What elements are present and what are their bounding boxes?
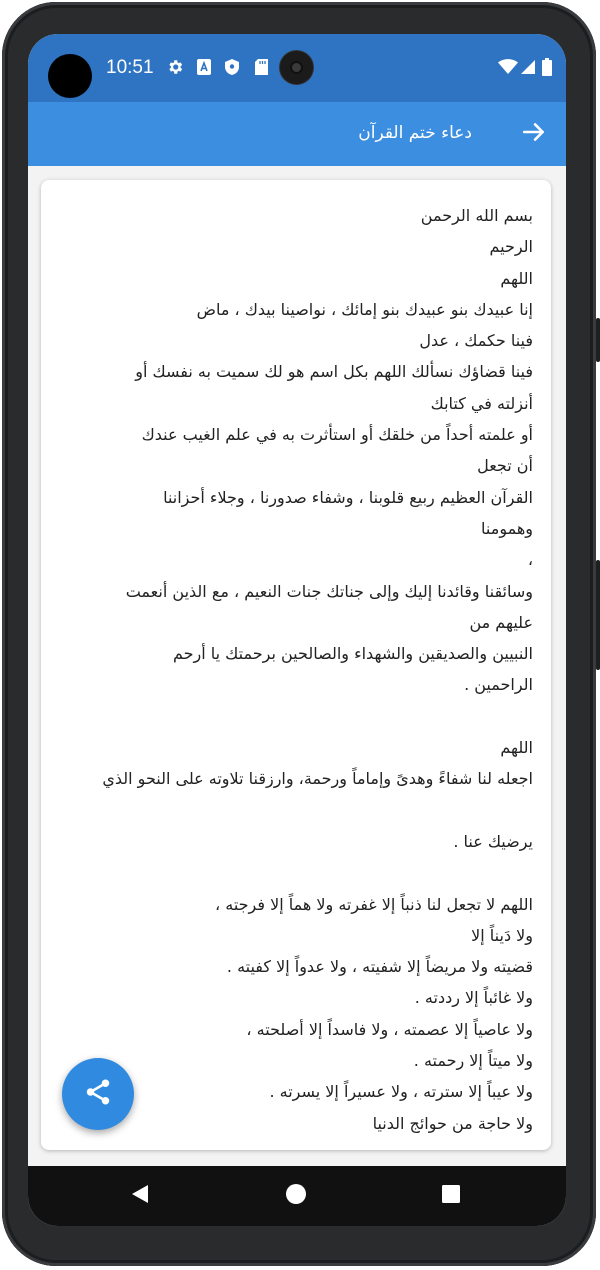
app-bar <box>28 102 566 166</box>
prayer-line: ولا غائباً إلا رددته . <box>414 988 533 1008</box>
prayer-line <box>63 795 533 826</box>
page-title: دعاء ختم القرآن <box>358 123 472 143</box>
prayer-line: فينا قضاؤك نسألك اللهم بكل اسم هو لك سميت به نفسك أو <box>135 362 533 382</box>
prayer-line: قضيته ولا مريضاً إلا شفيته ، ولا عدواً إلا كفيته . <box>226 957 533 977</box>
prayer-line: ، <box>527 550 533 570</box>
navigation-bar <box>28 1166 566 1226</box>
prayer-line: ولا دَيناً إلا <box>471 925 533 945</box>
prayer-line: اللهم لا تجعل لنا ذنباً إلا غفرته ولا هماً إلا فرجته ، <box>215 894 533 914</box>
prayer-line: ولا ميتاً إلا رحمته . <box>413 1051 533 1071</box>
settings-icon <box>166 58 184 80</box>
prayer-line: اللهم <box>500 268 533 288</box>
prayer-line: وسائقنا وقائدنا إليك وإلى جناتك جنات النعيم ، مع الذين أنعمت <box>125 581 533 601</box>
status-bar <box>28 34 566 102</box>
prayer-line: أنزلته في كتابك <box>430 393 533 413</box>
nav-back-button[interactable] <box>120 1176 160 1216</box>
punch-hole-camera <box>280 51 313 84</box>
back-triangle-icon <box>129 1183 151 1209</box>
prayer-line <box>63 701 533 732</box>
screen <box>28 34 566 1226</box>
power-button <box>596 560 600 670</box>
back-button[interactable] <box>512 112 556 156</box>
prayer-line: اللهم <box>500 738 533 758</box>
shield-icon <box>224 58 240 80</box>
wifi-icon <box>498 59 518 79</box>
home-circle-icon <box>285 1183 307 1209</box>
battery-icon <box>542 58 552 80</box>
share-button[interactable] <box>62 1058 134 1130</box>
recents-square-icon <box>441 1184 461 1208</box>
volume-button <box>596 318 600 362</box>
status-time: 10:51 <box>106 57 154 78</box>
prayer-text <box>63 200 533 1139</box>
nav-recents-button[interactable] <box>431 1176 471 1216</box>
prayer-line: عليهم من <box>469 612 533 632</box>
prayer-line: يرضيك عنا . <box>453 831 533 851</box>
prayer-line: اجعله لنا شفاءً وهدىً وإماماً ورحمة، وارزقنا تلاوته على النحو الذي <box>102 769 533 789</box>
front-camera-left <box>48 54 92 98</box>
prayer-line: القرآن العظيم ربيع قلوبنا ، وشفاء صدورنا ، وجلاء أحزاننا <box>163 487 533 507</box>
prayer-line: إنا عبيدك بنو عبيدك بنو إمائك ، نواصينا بيدك ، ماض <box>196 299 533 319</box>
prayer-line: ولا عيباً إلا سترته ، ولا عسيراً إلا يسرته . <box>269 1082 533 1102</box>
prayer-line: ولا عاصياً إلا عصمته ، ولا فاسداً إلا أصلحته ، <box>246 1019 533 1039</box>
arrow-forward-icon <box>521 119 547 149</box>
prayer-line: أو علمته أحداً من خلقك أو استأثرت به في علم الغيب عندك <box>141 425 533 445</box>
prayer-line: الراحمين . <box>464 675 533 695</box>
prayer-line <box>63 857 533 888</box>
prayer-line: ولا حاجة من حوائج الدنيا <box>372 1113 533 1133</box>
android-icon <box>196 58 212 80</box>
prayer-line: أن تجعل <box>477 456 533 476</box>
prayer-line: الرحيم <box>489 237 533 257</box>
prayer-line: بسم الله الرحمن <box>420 206 533 225</box>
sd-card-icon <box>254 58 269 80</box>
signal-icon <box>520 59 536 79</box>
nav-home-button[interactable] <box>276 1176 316 1216</box>
prayer-line: وهمومنا <box>481 518 533 538</box>
prayer-card <box>41 180 551 1150</box>
prayer-line: النبيين والصديقين والشهداء والصالحين برحمتك يا أرحم <box>172 644 533 664</box>
share-icon <box>83 1077 113 1111</box>
prayer-line: فينا حكمك ، عدل <box>419 331 533 351</box>
